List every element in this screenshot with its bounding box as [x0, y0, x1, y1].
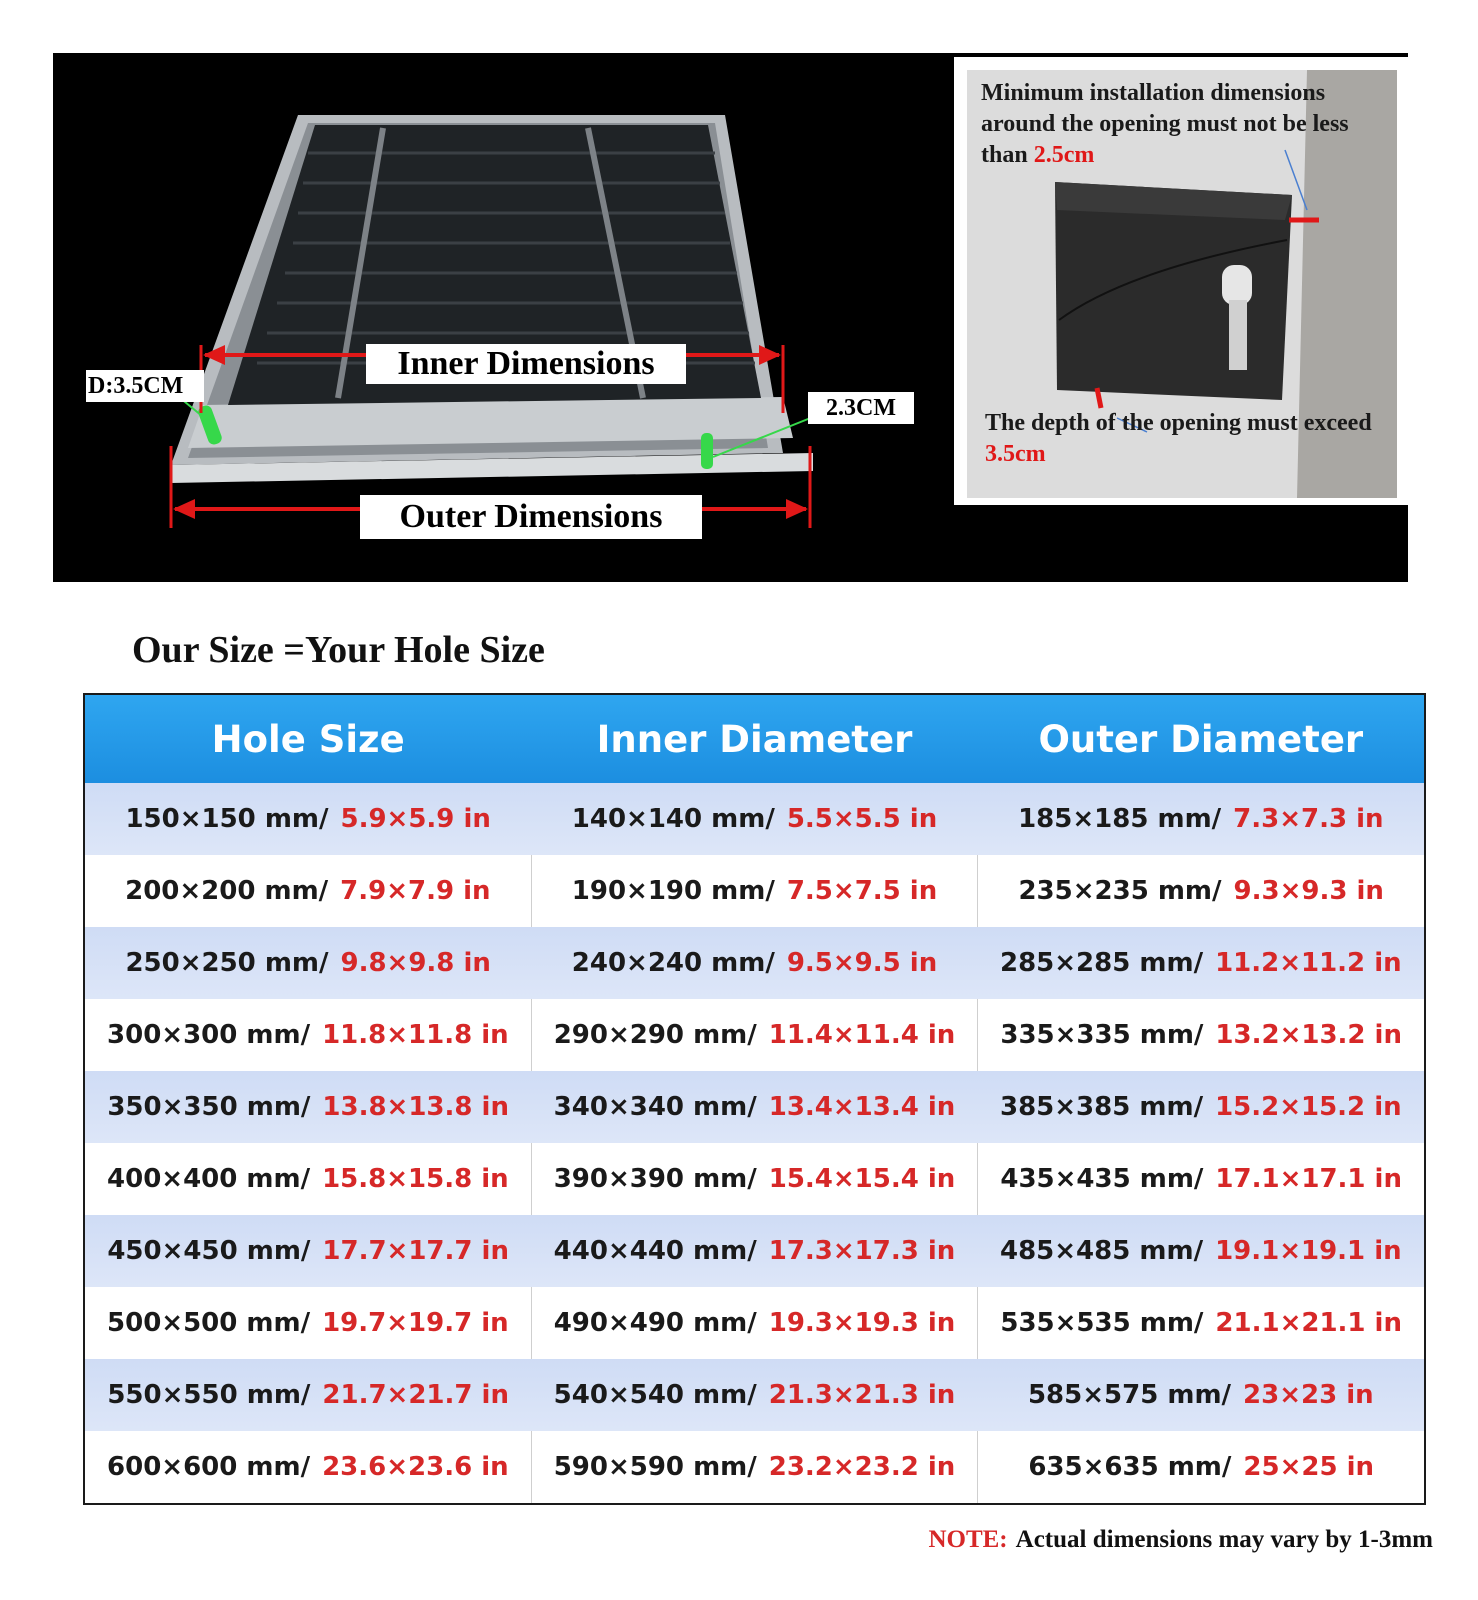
cell-inch-value: 11.4×11.4 in — [768, 1020, 956, 1050]
cell-inch-value: 21.3×21.3 in — [768, 1380, 956, 1410]
cell-inch-value: 7.9×7.9 in — [340, 876, 491, 906]
cell-mm-value: 490×490 mm/ — [553, 1308, 757, 1338]
min-installation-note — [981, 78, 1391, 171]
cell-outer-diameter — [977, 1143, 1424, 1215]
cell-mm-value: 540×540 mm/ — [553, 1380, 757, 1410]
cell-inch-value: 17.1×17.1 in — [1215, 1164, 1402, 1194]
cell-inch-value: 23.2×23.2 in — [768, 1452, 956, 1482]
table-row — [85, 999, 1424, 1071]
cell-mm-value: 185×185 mm/ — [1018, 804, 1222, 834]
cell-inch-value: 15.2×15.2 in — [1215, 1092, 1402, 1122]
cell-hole-size — [85, 1215, 531, 1287]
cell-outer-diameter — [977, 1287, 1424, 1359]
cell-inch-value: 23×23 in — [1243, 1380, 1374, 1410]
min-installation-value: 2.5cm — [1033, 142, 1095, 168]
cell-inner-diameter — [531, 1359, 977, 1431]
cell-inch-value: 5.5×5.5 in — [786, 804, 938, 834]
cell-mm-value: 190×190 mm/ — [571, 876, 775, 906]
opening-depth-value: 3.5cm — [985, 441, 1046, 467]
depth-label: D:3.5CM — [86, 370, 204, 402]
table-row — [85, 855, 1424, 927]
cell-mm-value: 535×535 mm/ — [1000, 1308, 1204, 1338]
cell-outer-diameter — [978, 1071, 1424, 1143]
cell-inch-value: 15.8×15.8 in — [322, 1164, 509, 1194]
cell-mm-value: 485×485 mm/ — [1000, 1236, 1204, 1266]
table-row — [85, 1359, 1424, 1431]
cell-inch-value: 23.6×23.6 in — [322, 1452, 509, 1482]
cell-inch-value: 7.5×7.5 in — [786, 876, 938, 906]
cell-inch-value: 11.8×11.8 in — [322, 1020, 509, 1050]
cell-mm-value: 500×500 mm/ — [107, 1308, 311, 1338]
cell-outer-diameter — [977, 855, 1424, 927]
cell-outer-diameter — [978, 783, 1424, 855]
cell-inch-value: 19.1×19.1 in — [1215, 1236, 1402, 1266]
cell-outer-diameter — [977, 1431, 1424, 1503]
table-row — [85, 1431, 1424, 1503]
cell-outer-diameter — [978, 927, 1424, 999]
cell-mm-value: 250×250 mm/ — [125, 948, 329, 978]
cell-inch-value: 5.9×5.9 in — [340, 804, 491, 834]
opening-depth-text: The depth of the opening must exceed — [985, 410, 1372, 436]
header-hole-size: Hole Size — [211, 717, 405, 761]
cell-outer-diameter — [977, 999, 1424, 1071]
cell-inner-diameter — [531, 927, 977, 999]
dimension-note — [928, 1526, 1433, 1554]
cell-mm-value: 285×285 mm/ — [1000, 948, 1204, 978]
cell-inch-value: 13.4×13.4 in — [768, 1092, 956, 1122]
cell-inner-diameter — [531, 999, 978, 1071]
table-header — [85, 695, 1424, 783]
cell-inner-diameter — [531, 1287, 978, 1359]
cell-inner-diameter — [531, 855, 978, 927]
cell-hole-size — [85, 783, 531, 855]
note-label: NOTE: — [928, 1526, 1008, 1553]
product-photo-panel — [53, 53, 1408, 582]
cell-inch-value: 9.5×9.5 in — [786, 948, 938, 978]
cell-inner-diameter — [531, 1071, 977, 1143]
installation-inset — [954, 57, 1410, 505]
wall-opening-photo — [967, 70, 1397, 498]
cell-hole-size — [85, 855, 531, 927]
cell-inch-value: 25×25 in — [1243, 1452, 1375, 1482]
cell-mm-value: 240×240 mm/ — [571, 948, 775, 978]
cell-hole-size — [85, 1287, 531, 1359]
cell-mm-value: 550×550 mm/ — [107, 1380, 311, 1410]
inner-dimensions-label: Inner Dimensions — [366, 344, 686, 384]
cell-mm-value: 335×335 mm/ — [1000, 1020, 1204, 1050]
cell-mm-value: 140×140 mm/ — [571, 804, 775, 834]
cell-hole-size — [85, 1143, 531, 1215]
note-text: Actual dimensions may vary by 1-3mm — [1015, 1526, 1433, 1553]
cell-inner-diameter — [531, 1143, 978, 1215]
gap-label: 2.3CM — [808, 392, 914, 424]
cell-mm-value: 235×235 mm/ — [1018, 876, 1222, 906]
table-body — [85, 783, 1424, 1503]
outer-dimensions-label: Outer Dimensions — [360, 495, 702, 539]
cell-inner-diameter — [531, 783, 977, 855]
cell-mm-value: 585×575 mm/ — [1027, 1380, 1232, 1410]
cell-mm-value: 450×450 mm/ — [107, 1236, 311, 1266]
cell-outer-diameter — [978, 1359, 1424, 1431]
cell-hole-size — [85, 1359, 531, 1431]
cell-inner-diameter — [531, 1215, 977, 1287]
cell-mm-value: 435×435 mm/ — [1000, 1164, 1204, 1194]
cell-mm-value: 440×440 mm/ — [553, 1236, 757, 1266]
cell-inch-value: 9.3×9.3 in — [1233, 876, 1384, 906]
cell-mm-value: 390×390 mm/ — [553, 1164, 757, 1194]
cell-mm-value: 400×400 mm/ — [107, 1164, 311, 1194]
table-row — [85, 1215, 1424, 1287]
cell-inch-value: 15.4×15.4 in — [768, 1164, 956, 1194]
cell-mm-value: 385×385 mm/ — [1000, 1092, 1204, 1122]
cell-inch-value: 21.1×21.1 in — [1215, 1308, 1402, 1338]
table-row — [85, 783, 1424, 855]
cell-hole-size — [85, 927, 531, 999]
cell-mm-value: 340×340 mm/ — [553, 1092, 757, 1122]
opening-depth-note — [985, 408, 1385, 470]
cell-inch-value: 7.3×7.3 in — [1233, 804, 1384, 834]
cell-outer-diameter — [978, 1215, 1424, 1287]
cell-inch-value: 17.3×17.3 in — [768, 1236, 956, 1266]
table-row — [85, 927, 1424, 999]
cell-mm-value: 150×150 mm/ — [125, 804, 329, 834]
cell-hole-size — [85, 1071, 531, 1143]
cell-hole-size — [85, 999, 531, 1071]
cell-mm-value: 590×590 mm/ — [553, 1452, 757, 1482]
cell-inch-value: 11.2×11.2 in — [1215, 948, 1402, 978]
cell-hole-size — [85, 1431, 531, 1503]
cell-mm-value: 350×350 mm/ — [107, 1092, 311, 1122]
cell-mm-value: 200×200 mm/ — [125, 876, 329, 906]
cell-mm-value: 300×300 mm/ — [107, 1020, 311, 1050]
header-inner-diameter: Inner Diameter — [596, 717, 913, 761]
cell-inner-diameter — [531, 1431, 978, 1503]
cell-mm-value: 600×600 mm/ — [107, 1452, 311, 1482]
cell-inch-value: 19.3×19.3 in — [768, 1308, 956, 1338]
cell-inch-value: 9.8×9.8 in — [340, 948, 491, 978]
cell-mm-value: 635×635 mm/ — [1028, 1452, 1232, 1482]
size-table — [83, 693, 1426, 1505]
cell-inch-value: 13.8×13.8 in — [322, 1092, 509, 1122]
size-heading: Our Size =Your Hole Size — [132, 629, 545, 671]
table-row — [85, 1071, 1424, 1143]
table-row — [85, 1287, 1424, 1359]
cell-inch-value: 17.7×17.7 in — [322, 1236, 509, 1266]
cell-inch-value: 19.7×19.7 in — [322, 1308, 509, 1338]
cell-mm-value: 290×290 mm/ — [553, 1020, 757, 1050]
min-installation-text: Minimum installation dimensions around the opening must not be less than — [981, 80, 1349, 168]
cell-inch-value: 21.7×21.7 in — [322, 1380, 509, 1410]
table-row — [85, 1143, 1424, 1215]
header-outer-diameter: Outer Diameter — [1038, 717, 1364, 761]
cell-inch-value: 13.2×13.2 in — [1215, 1020, 1402, 1050]
